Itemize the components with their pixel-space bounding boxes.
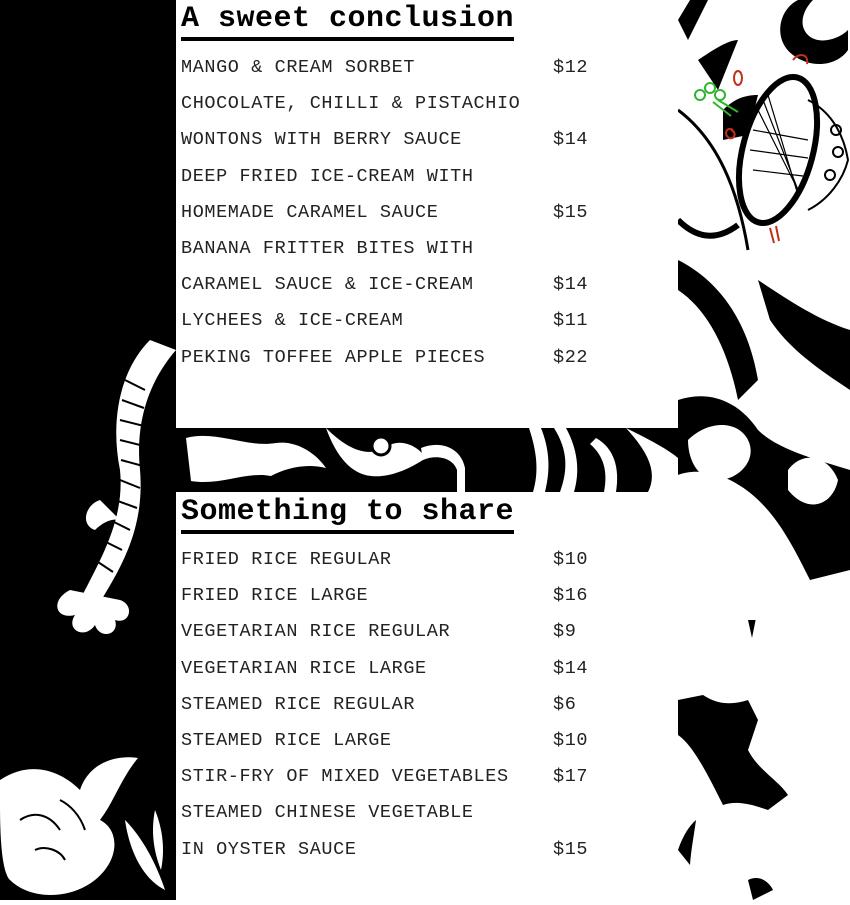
item-name: MANGO & CREAM SORBET bbox=[181, 57, 416, 78]
dragon-head-artwork bbox=[176, 428, 678, 492]
section-title-desserts: A sweet conclusion bbox=[181, 2, 514, 41]
item-name: WONTONS WITH BERRY SAUCE bbox=[181, 129, 462, 151]
item-price: $11 bbox=[553, 310, 589, 332]
item-name: STEAMED CHINESE VEGETABLE bbox=[181, 802, 474, 824]
item-name: CARAMEL SAUCE & ICE-CREAM bbox=[181, 274, 474, 296]
item-price: $22 bbox=[553, 346, 589, 368]
item-name: VEGETARIAN RICE LARGE bbox=[181, 657, 427, 679]
menu-row bbox=[181, 687, 601, 723]
section-title-sides: Something to share bbox=[181, 495, 514, 534]
wok-artwork-right bbox=[678, 0, 850, 620]
menu-row bbox=[181, 50, 601, 86]
menu-row bbox=[181, 267, 601, 303]
menu-row bbox=[181, 159, 601, 195]
item-name: STEAMED RICE LARGE bbox=[181, 729, 392, 751]
item-price: $15 bbox=[553, 201, 589, 223]
dragon-icon bbox=[0, 0, 176, 900]
sides-menu-section bbox=[176, 492, 678, 900]
menu-row bbox=[181, 723, 601, 759]
dessert-menu-section bbox=[176, 0, 678, 428]
item-price: $14 bbox=[553, 274, 589, 296]
menu-row bbox=[181, 614, 601, 650]
item-name: BANANA FRITTER BITES WITH bbox=[181, 237, 474, 259]
item-price: $16 bbox=[553, 585, 589, 607]
dessert-items-list bbox=[181, 50, 601, 376]
menu-row bbox=[181, 578, 601, 614]
item-price: $14 bbox=[553, 129, 589, 151]
item-price: $17 bbox=[553, 766, 589, 788]
menu-row bbox=[181, 795, 601, 831]
menu-row bbox=[181, 303, 601, 339]
item-name: LYCHEES & ICE-CREAM bbox=[181, 310, 404, 332]
floral-artwork-right bbox=[678, 620, 850, 900]
item-price: $9 bbox=[553, 621, 577, 643]
menu-row bbox=[181, 542, 601, 578]
item-name: CHOCOLATE, CHILLI & PISTACHIO bbox=[181, 93, 521, 115]
item-price: $10 bbox=[553, 729, 589, 751]
menu-row bbox=[181, 832, 601, 868]
menu-row bbox=[181, 195, 601, 231]
menu-row bbox=[181, 86, 601, 122]
wok-icon bbox=[678, 0, 850, 620]
item-name: VEGETARIAN RICE REGULAR bbox=[181, 621, 451, 643]
item-name: FRIED RICE REGULAR bbox=[181, 549, 392, 570]
item-name: IN OYSTER SAUCE bbox=[181, 838, 357, 860]
menu-row bbox=[181, 759, 601, 795]
menu-row bbox=[181, 122, 601, 158]
item-price: $6 bbox=[553, 693, 577, 715]
item-name: PEKING TOFFEE APPLE PIECES bbox=[181, 346, 486, 368]
item-name: FRIED RICE LARGE bbox=[181, 585, 369, 607]
item-price: $10 bbox=[553, 549, 589, 570]
item-name: HOMEMADE CARAMEL SAUCE bbox=[181, 201, 439, 223]
item-name: STIR-FRY OF MIXED VEGETABLES bbox=[181, 766, 509, 788]
item-name: STEAMED RICE REGULAR bbox=[181, 693, 416, 715]
dragon-artwork-left bbox=[0, 0, 176, 900]
floral-silhouette-icon bbox=[678, 620, 850, 900]
dragon-head-icon bbox=[176, 428, 678, 492]
menu-row bbox=[181, 340, 601, 376]
menu-row bbox=[181, 231, 601, 267]
menu-row bbox=[181, 651, 601, 687]
item-price: $12 bbox=[553, 57, 589, 78]
sides-items-list bbox=[181, 542, 601, 868]
item-name: DEEP FRIED ICE-CREAM WITH bbox=[181, 165, 474, 187]
item-price: $14 bbox=[553, 657, 589, 679]
item-price: $15 bbox=[553, 838, 589, 860]
